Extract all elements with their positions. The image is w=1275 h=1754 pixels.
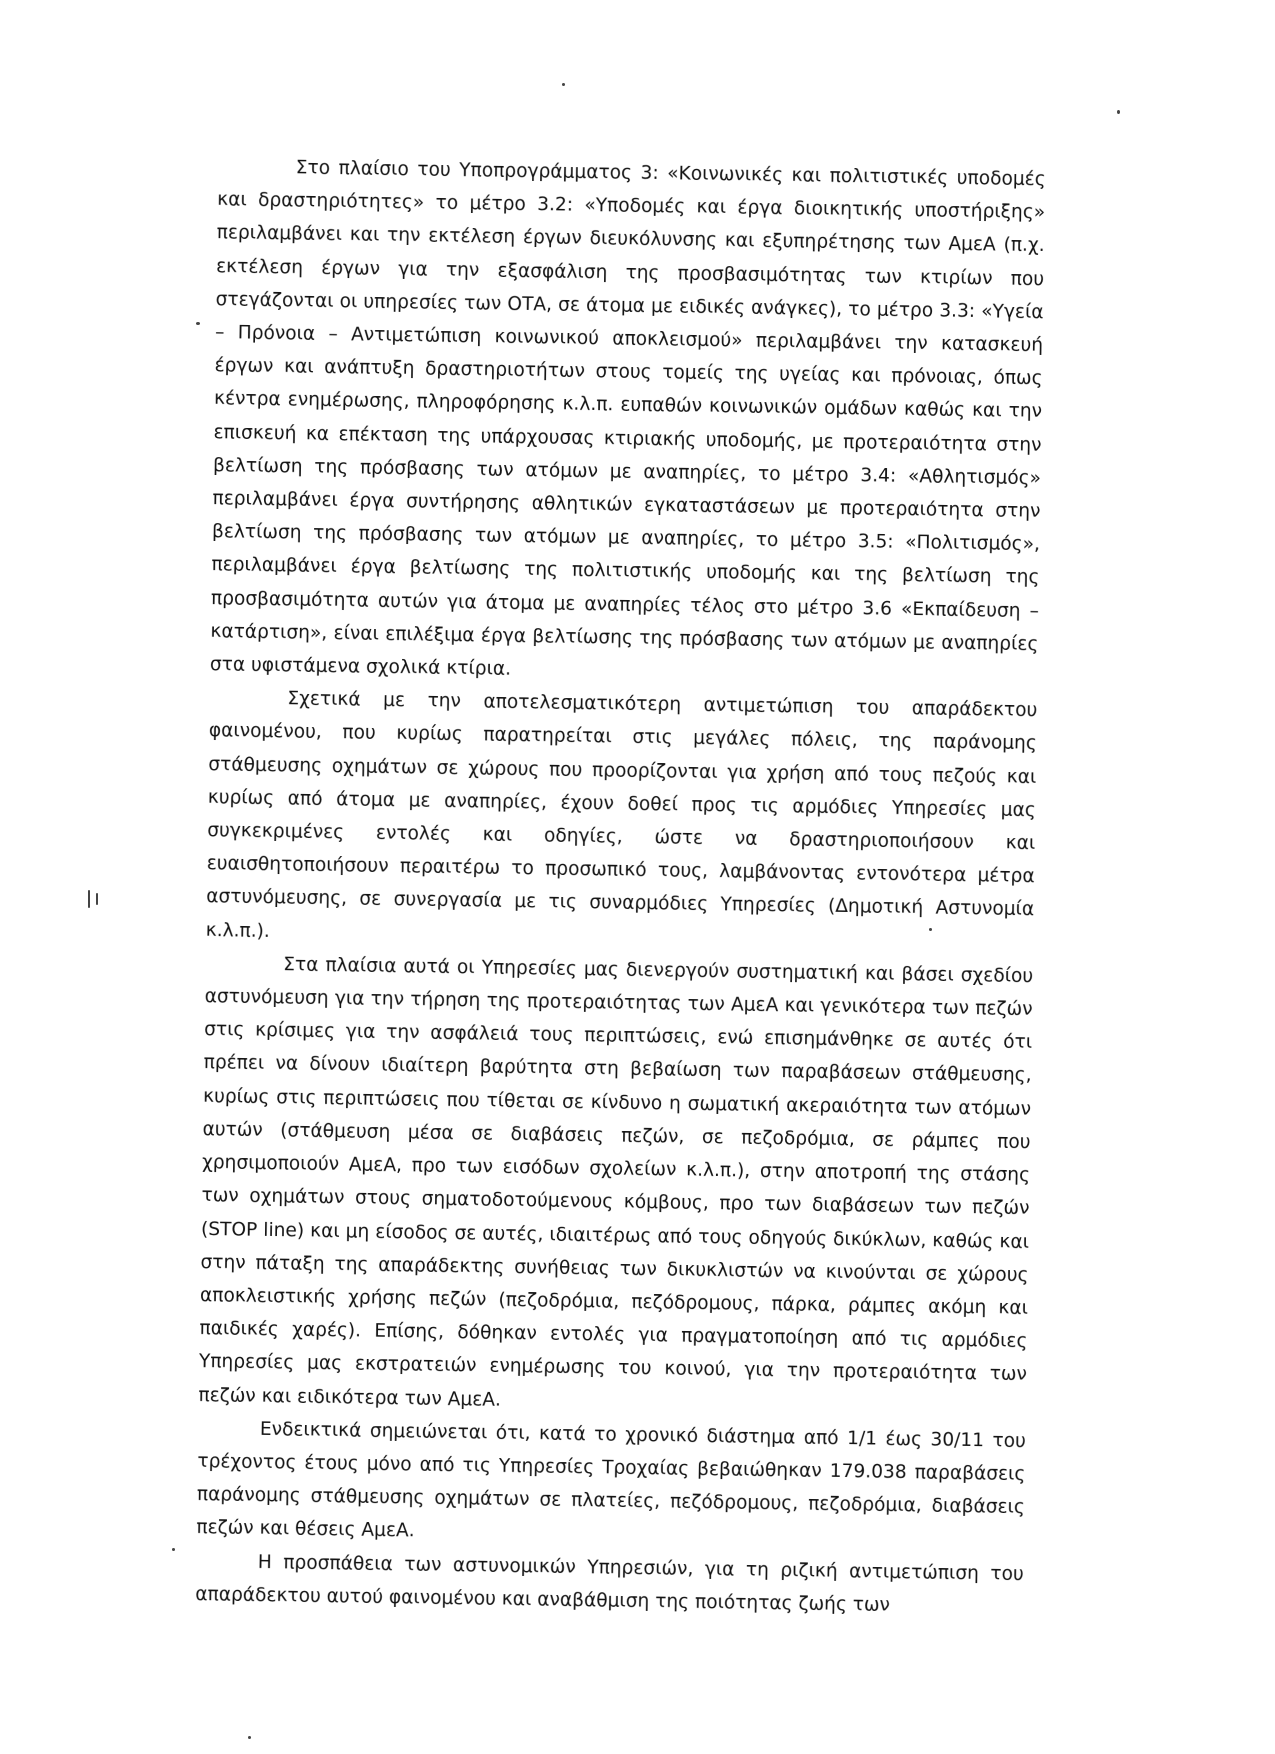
- paragraph-police-effort: Η προσπάθεια των αστυνομικών Υπηρεσιών, για τη ριζική αντιμετώπιση του απαράδεκτου αυτού φαινομένου και αναβάθμιση της ποιότητας ζωής των: [195, 1551, 1024, 1616]
- scan-speck: [96, 893, 98, 905]
- paragraph-violations-count: Ενδεικτικά σημειώνεται ότι, κατά το χρονικό διάστημα από 1/1 έως 30/11 του τρέχοντος έτους μόνο από τις Υπηρεσίες Τροχαίας βεβαιώθηκαν 179.038 παραβάσεις παράνομης στάθμευσης οχημάτων σε πλατείες, πεζόδρομους, πεζοδρόμια, διαβάσεις πεζών και θέσεις ΑμεΑ.: [196, 1418, 1026, 1542]
- scan-speck: [196, 322, 200, 325]
- paragraph-subprogramme-measures: Στο πλαίσιο του Υποπρογράμματος 3: «Κοινωνικές και πολιτιστικές υποδομές και δραστηριότητες» το μέτρο 3.2: «Υποδομές και έργα διοικητικής υποστήριξης» περιλαμβάνει και την εκτέλεση έργων διευκόλυνσης και εξυπηρέτησης των ΑμεΑ (π.χ. εκτέλεση έργων για την εξασφάλιση της προσβασιμότητας των κτιρίων που στεγάζονται οι υπηρεσίες των ΟΤΑ, σε άτομα με ειδικές ανάγκες), το μέτρο 3.3: «Υγεία – Πρόνοια – Αντιμετώπιση κοινωνικού αποκλεισμού» περιλαμβάνει την κατασκευή έργων και ανάπτυξη δραστηριοτήτων στους τομείς της υγείας και πρόνοιας, όπως κέντρα ενημέρωσης, πληροφόρησης κ.λ.π. ευπαθών κοινωνικών ομάδων καθώς και την επισκευή κα επέκταση της υπάρχουσας κτιριακής υποδομής, με προτεραιότητα στην βελτίωση της πρόσβασης των ατόμων με αναπηρίες, το μέτρο 3.4: «Αθλητισμός» περιλαμβάνει έργα συντήρησης αθλητικών εγκαταστάσεων με προτεραιότητα στην βελτίωση της πρόσβασης των ατόμων με αναπηρίες, το μέτρο 3.5: «Πολιτισμός», περιλαμβάνει έργα βελτίωσης της πολιτιστικής υποδομής και της βελτίωση της προσβασιμότητα αυτών για άτομα με αναπηρίες τέλος στο μέτρο 3.6 «Εκπαίδευση – κατάρτιση», είναι επιλέξιμα έργα βελτίωσης της πρόσβασης των ατόμων με αναπηρίες στα υφιστάμενα σχολικά κτίρια.: [209, 157, 1046, 680]
- scan-speck: [88, 890, 90, 908]
- scan-speck: [1117, 110, 1120, 114]
- paragraph-policing-framework: Στα πλαίσια αυτά οι Υπηρεσίες μας διενεργούν συστηματική και βάσει σχεδίου αστυνόμευση για την τήρηση της προτεραιότητας των ΑμεΑ και γενικότερα των πεζών στις κρίσιμες για την ασφάλειά τους περιπτώσεις, ενώ επισημάνθηκε σε αυτές ότι πρέπει να δίνουν ιδιαίτερη βαρύτητα στη βεβαίωση των παραβάσεων στάθμευσης, κυρίως στις περιπτώσεις που τίθεται σε κίνδυνο η σωματική ακεραιότητα των ατόμων αυτών (στάθμευση μέσα σε διαβάσεις πεζών, σε πεζοδρόμια, σε ράμπες που χρησιμοποιούν ΑμεΑ, προ των εισόδων σχολείων κ.λ.π.), στην αποτροπή της στάσης των οχημάτων στους σηματοδοτούμενους κόμβους, προ των διαβάσεων των πεζών (STOP line) και μη είσοδος σε αυτές, ιδιαιτέρως από τους οδηγούς δικύκλων, καθώς και στην πάταξη της απαράδεκτης συνήθειας των δικυκλιστών να κινούνται σε χώρους αποκλειστικής χρήσης πεζών (πεζοδρόμια, πεζόδρομους, πάρκα, ράμπες ακόμη και παιδικές χαρές). Επίσης, δόθηκαν εντολές για πραγματοποίηση από τις αρμόδιες Υπηρεσίες μας εκστρατειών ενημέρωσης του κοινού, για την προτεραιότητα των πεζών και ειδικότερα των ΑμεΑ.: [198, 954, 1034, 1411]
- scan-speck: [562, 83, 565, 86]
- paragraph-illegal-parking: Σχετικά με την αποτελεσματικότερη αντιμετώπιση του απαράδεκτου φαινομένου, που κυρίως παρατηρείται στις μεγάλες πόλεις, της παράνομης στάθμευσης οχημάτων σε χώρους που προορίζονται για χρήση από τους πεζούς και κυρίως από άτομα με αναπηρίες, έχουν δοθεί προς τις αρμόδιες Υπηρεσίες μας συγκεκριμένες εντολές και οδηγίες, ώστε να δραστηριοποιήσουν και ευαισθητοποιήσουν περαιτέρω το προσωπικό τους, λαμβάνοντας εντονότερα μέτρα αστυνόμευσης, σε συνεργασία με τις συναρμόδιες Υπηρεσίες (Δημοτική Αστυνομία κ.λ.π.).: [205, 688, 1038, 942]
- scan-speck: [172, 1548, 175, 1551]
- document-body: [195, 150, 1046, 1624]
- scan-speck: [929, 928, 932, 931]
- scan-speck: [248, 1736, 251, 1739]
